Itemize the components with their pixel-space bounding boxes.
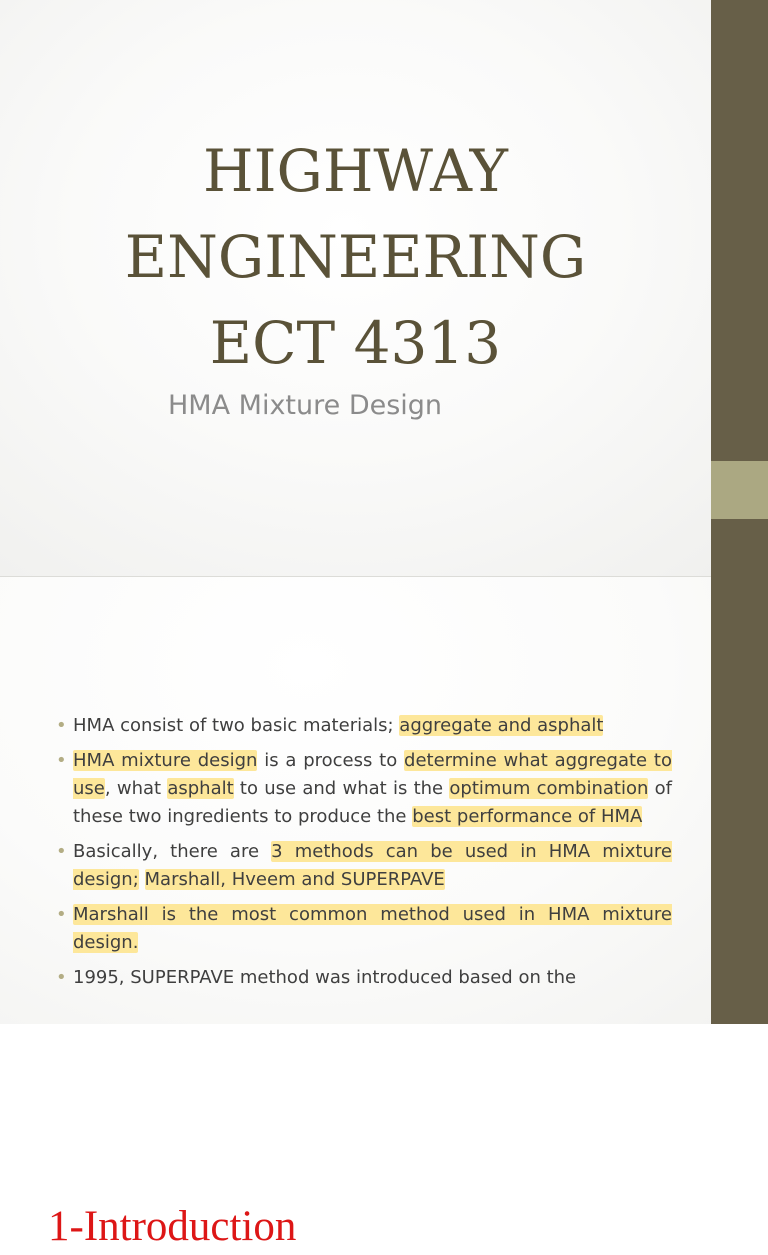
bullet-text: is a process to <box>257 750 405 771</box>
highlighted-text: asphalt <box>167 778 234 799</box>
bullet-dot-icon: • <box>56 967 67 988</box>
title-line-3: ECT 4313 <box>209 309 502 377</box>
sidebar-accent-block <box>711 461 768 519</box>
bullet-dot-icon: • <box>56 904 67 925</box>
bullet-dot-icon: • <box>56 841 67 862</box>
bullet-dot-icon: • <box>56 750 67 771</box>
bullet-text: 1995, SUPERPAVE method was introduced based on the <box>73 967 577 988</box>
sidebar-bar-top <box>711 0 768 461</box>
title-slide <box>0 0 768 576</box>
bullet-text: to use and what is the <box>233 778 450 799</box>
slide-subtitle: HMA Mixture Design <box>168 390 443 421</box>
bullet-item <box>56 901 672 957</box>
highlighted-text: Marshall is the most common method used in HMA mixture design. <box>73 904 672 953</box>
bullet-text <box>139 869 145 890</box>
bullet-item <box>56 838 672 894</box>
bullet-text: HMA consist of two basic materials; <box>73 715 400 736</box>
bullet-text: of these two ingredients to produce the <box>73 778 672 827</box>
bullet-list <box>56 712 672 999</box>
highlighted-text: Marshall, Hveem and SUPERPAVE <box>144 869 445 890</box>
sidebar-bar-bottom <box>711 519 768 1024</box>
title-line-1: HIGHWAY <box>203 137 508 205</box>
bullet-item <box>56 712 672 740</box>
highlighted-text: 3 methods can be used in HMA mixture design; <box>73 841 672 890</box>
slide-title <box>0 128 711 386</box>
highlighted-text: optimum combination <box>449 778 649 799</box>
title-line-2: ENGINEERING <box>124 223 587 291</box>
highlighted-text: aggregate and asphalt <box>399 715 604 736</box>
bullet-item <box>56 747 672 831</box>
bullet-item <box>56 964 672 992</box>
bullet-text: , what <box>104 778 168 799</box>
bullet-dot-icon: • <box>56 715 67 736</box>
highlighted-text: HMA mixture design <box>73 750 258 771</box>
bullet-text: Basically, there are <box>73 841 272 862</box>
section-heading: 1-Introduction <box>48 1203 297 1250</box>
highlighted-text: determine what aggregate to use <box>73 750 672 799</box>
highlighted-text: best performance of HMA <box>412 806 643 827</box>
